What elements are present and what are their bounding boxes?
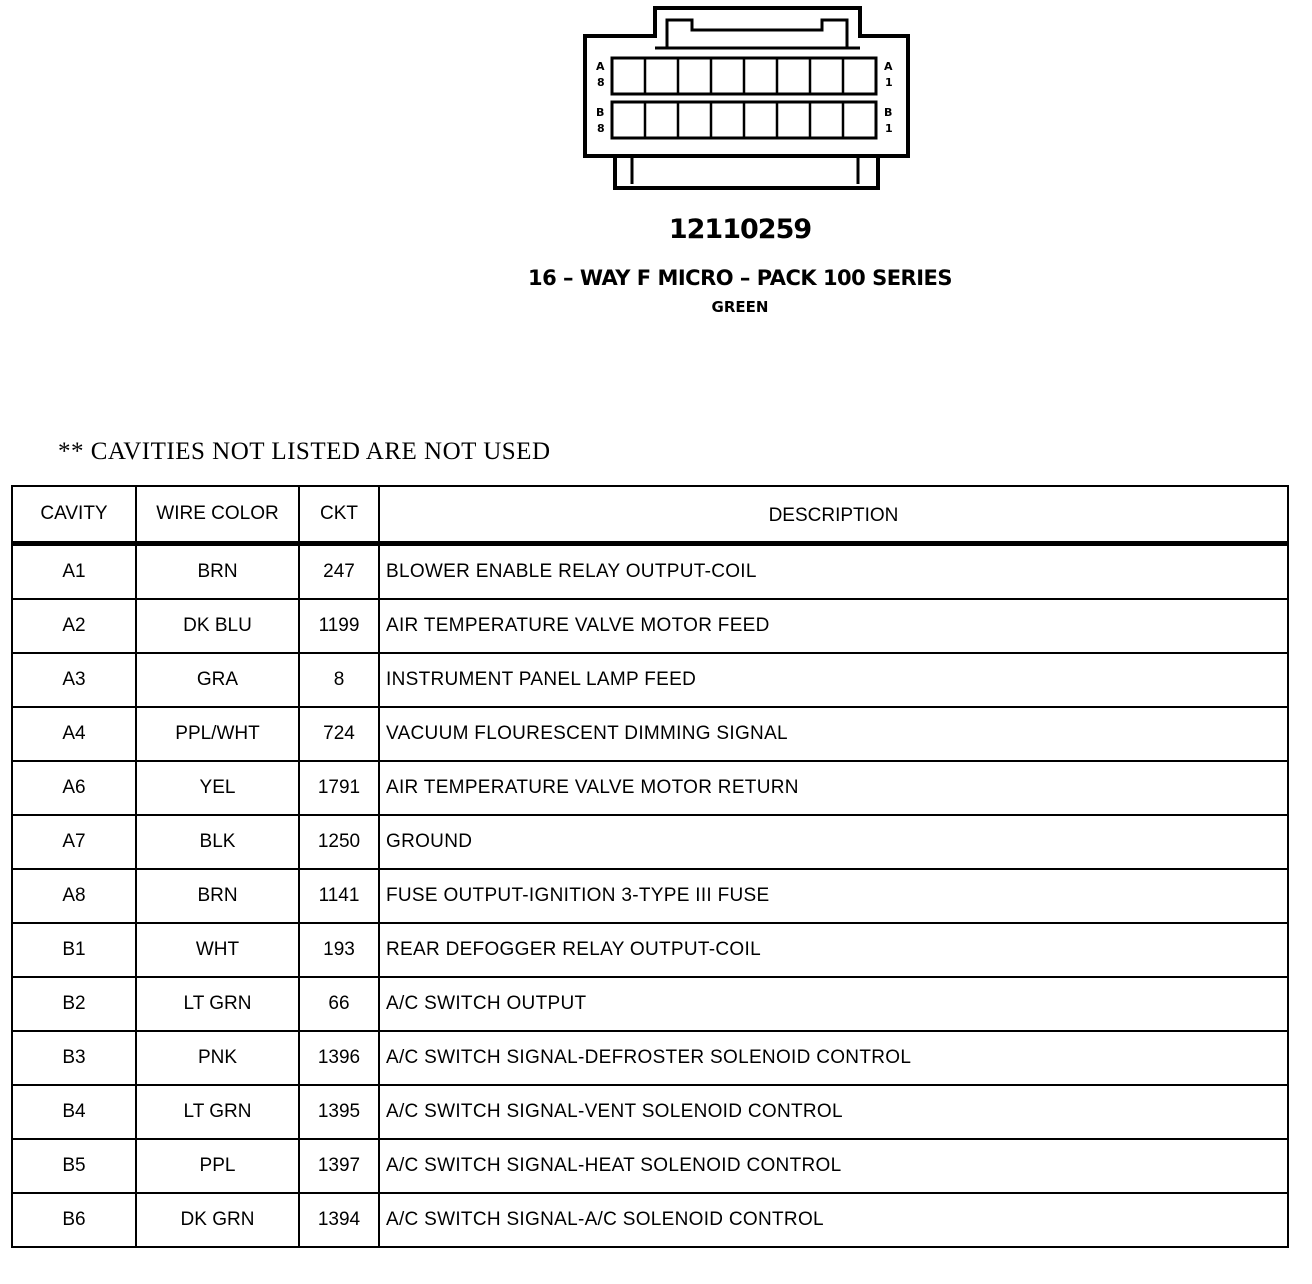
- wire-color-cell: BRN: [136, 869, 299, 923]
- table-row: [12, 599, 1288, 653]
- connector-type-label: 16 – WAY F MICRO – PACK 100 SERIES: [527, 266, 953, 290]
- ckt-cell: 66: [299, 977, 379, 1031]
- description-cell: A/C SWITCH SIGNAL-DEFROSTER SOLENOID CONTROL: [379, 1031, 1288, 1085]
- ckt-cell: 724: [299, 707, 379, 761]
- description-cell: FUSE OUTPUT-IGNITION 3-TYPE III FUSE: [379, 869, 1288, 923]
- wire-color-cell: DK BLU: [136, 599, 299, 653]
- table-row: [12, 1031, 1288, 1085]
- header-ckt: CKT: [299, 486, 379, 544]
- table-row: [12, 1085, 1288, 1139]
- wire-color-cell: BRN: [136, 544, 299, 600]
- wire-color-cell: PPL: [136, 1139, 299, 1193]
- wire-color-cell: PPL/WHT: [136, 707, 299, 761]
- wire-color-cell: YEL: [136, 761, 299, 815]
- cavity-cell: A8: [12, 869, 136, 923]
- description-cell: GROUND: [379, 815, 1288, 869]
- table-row: [12, 1139, 1288, 1193]
- ckt-cell: 1396: [299, 1031, 379, 1085]
- wire-color-cell: WHT: [136, 923, 299, 977]
- description-cell: AIR TEMPERATURE VALVE MOTOR RETURN: [379, 761, 1288, 815]
- ckt-cell: 247: [299, 544, 379, 600]
- table-row: [12, 869, 1288, 923]
- cavity-cell: B4: [12, 1085, 136, 1139]
- table-row: [12, 653, 1288, 707]
- ckt-cell: 1250: [299, 815, 379, 869]
- wire-color-cell: DK GRN: [136, 1193, 299, 1247]
- cavity-cell: B6: [12, 1193, 136, 1247]
- row-a-left-label-letter: A: [596, 60, 605, 73]
- connector-color-label: GREEN: [711, 298, 769, 316]
- table-row: [12, 707, 1288, 761]
- table-row: [12, 977, 1288, 1031]
- unused-cavities-note: ** CAVITIES NOT LISTED ARE NOT USED: [58, 438, 551, 465]
- cavity-cell: A4: [12, 707, 136, 761]
- table-row: [12, 815, 1288, 869]
- pinout-table-body: [12, 544, 1288, 1248]
- description-cell: VACUUM FLOURESCENT DIMMING SIGNAL: [379, 707, 1288, 761]
- cavity-cell: B3: [12, 1031, 136, 1085]
- wire-color-cell: BLK: [136, 815, 299, 869]
- ckt-cell: 193: [299, 923, 379, 977]
- row-b-left-label-number: 8: [597, 122, 605, 135]
- wire-color-cell: LT GRN: [136, 1085, 299, 1139]
- ckt-cell: 1397: [299, 1139, 379, 1193]
- description-cell: A/C SWITCH SIGNAL-HEAT SOLENOID CONTROL: [379, 1139, 1288, 1193]
- row-a-left-label-number: 8: [597, 76, 605, 89]
- cavity-cell: A1: [12, 544, 136, 600]
- description-cell: A/C SWITCH SIGNAL-A/C SOLENOID CONTROL: [379, 1193, 1288, 1247]
- ckt-cell: 1394: [299, 1193, 379, 1247]
- cavity-cell: A6: [12, 761, 136, 815]
- table-row: [12, 761, 1288, 815]
- row-a-right-label-number: 1: [885, 76, 893, 89]
- cavity-cell: A2: [12, 599, 136, 653]
- ckt-cell: 1199: [299, 599, 379, 653]
- header-cavity: CAVITY: [12, 486, 136, 544]
- description-cell: REAR DEFOGGER RELAY OUTPUT-COIL: [379, 923, 1288, 977]
- connector-part-number: 12110259: [668, 214, 812, 245]
- row-b-right-label-number: 1: [885, 122, 893, 135]
- table-row: [12, 544, 1288, 600]
- cavity-cell: B1: [12, 923, 136, 977]
- cavity-cell: A7: [12, 815, 136, 869]
- description-cell: A/C SWITCH SIGNAL-VENT SOLENOID CONTROL: [379, 1085, 1288, 1139]
- ckt-cell: 1395: [299, 1085, 379, 1139]
- row-b-right-label-letter: B: [884, 106, 893, 119]
- header-wire-color: WIRE COLOR: [136, 486, 299, 544]
- ckt-cell: 1141: [299, 869, 379, 923]
- table-row: [12, 1193, 1288, 1247]
- ckt-cell: 1791: [299, 761, 379, 815]
- description-cell: AIR TEMPERATURE VALVE MOTOR FEED: [379, 599, 1288, 653]
- pinout-table: [11, 485, 1289, 1248]
- row-b-left-label-letter: B: [596, 106, 605, 119]
- wire-color-cell: LT GRN: [136, 977, 299, 1031]
- table-header-row: [12, 486, 1288, 544]
- description-cell: A/C SWITCH OUTPUT: [379, 977, 1288, 1031]
- description-cell: BLOWER ENABLE RELAY OUTPUT-COIL: [379, 544, 1288, 600]
- connector-bottom-skirt: [615, 156, 878, 188]
- description-cell: INSTRUMENT PANEL LAMP FEED: [379, 653, 1288, 707]
- cavity-cell: A3: [12, 653, 136, 707]
- wire-color-cell: GRA: [136, 653, 299, 707]
- header-description: DESCRIPTION: [379, 486, 1288, 544]
- table-row: [12, 923, 1288, 977]
- cavity-cell: B2: [12, 977, 136, 1031]
- ckt-cell: 8: [299, 653, 379, 707]
- row-a-right-label-letter: A: [884, 60, 893, 73]
- wire-color-cell: PNK: [136, 1031, 299, 1085]
- cavity-cell: B5: [12, 1139, 136, 1193]
